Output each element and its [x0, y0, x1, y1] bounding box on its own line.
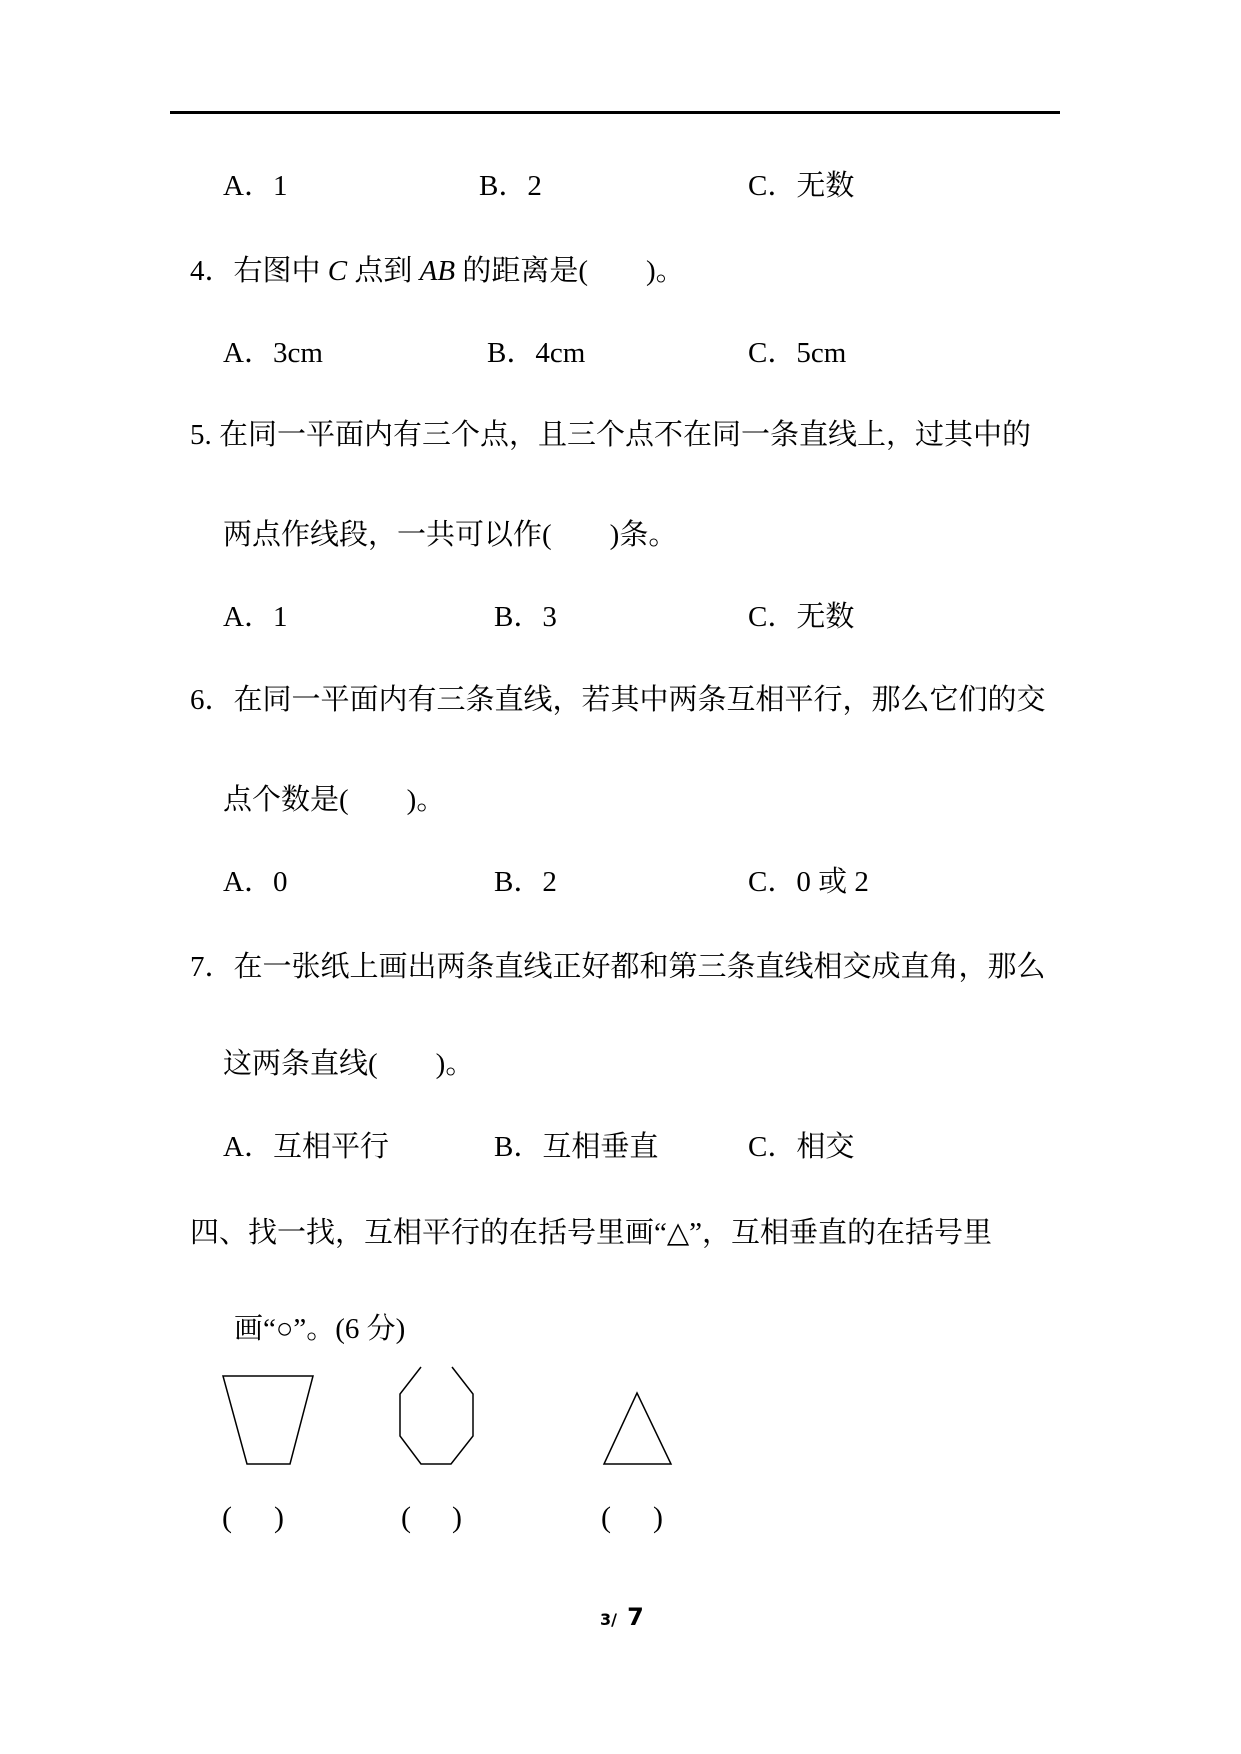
q5-line1: 5. 在同一平面内有三个点，且三个点不在同一条直线上，过其中的 [190, 419, 1032, 451]
q4-mid: 点到 [347, 255, 420, 287]
q4-prefix: 4．右图中 [190, 255, 328, 287]
page-total: 7 [627, 1603, 644, 1631]
q7-line2: 这两条直线( )。 [223, 1048, 475, 1080]
q4-option-c: C．5cm [748, 337, 847, 369]
answer-paren-3-open: ( [601, 1501, 611, 1534]
q4-point-c: C [327, 255, 348, 287]
q5-option-c: C．无数 [748, 601, 855, 633]
octagon-shape [400, 1367, 473, 1464]
q4-suffix: 的距离是( )。 [455, 255, 685, 287]
q7-option-c: C．相交 [748, 1131, 855, 1163]
page-current: 3/ [600, 1610, 617, 1629]
q3-option-b: B．2 [479, 170, 542, 202]
answer-paren-2-open: ( [401, 1501, 411, 1534]
trapezoid-shape [223, 1376, 313, 1464]
q4-option-a: A．3cm [223, 337, 323, 369]
q5-option-a: A．1 [223, 601, 288, 633]
q7-option-a: A．互相平行 [223, 1131, 389, 1163]
answer-paren-2-close: ) [452, 1501, 462, 1534]
section4-line2: 画“○”。(6 分) [234, 1313, 406, 1345]
answer-paren-1-open: ( [222, 1501, 232, 1534]
q7-option-b: B．互相垂直 [494, 1131, 659, 1163]
q4-line-ab: AB [419, 255, 456, 287]
q6-option-b: B．2 [494, 866, 557, 898]
q6-option-a: A．0 [223, 866, 288, 898]
page-number [600, 1598, 644, 1632]
q5-line2: 两点作线段，一共可以作( )条。 [223, 519, 678, 551]
answer-paren-3-close: ) [653, 1501, 663, 1534]
section4-line1: 四、找一找，互相平行的在括号里画“△”，互相垂直的在括号里 [190, 1217, 993, 1249]
q5-option-b: B．3 [494, 601, 557, 633]
q7-line1: 7．在一张纸上画出两条直线正好都和第三条直线相交成直角，那么 [190, 951, 1046, 983]
q6-option-c: C．0 或 2 [748, 866, 869, 898]
triangle-shape [604, 1393, 671, 1464]
q4-option-b: B．4cm [487, 337, 586, 369]
answer-paren-1-close: ) [274, 1501, 284, 1534]
q3-option-c: C．无数 [748, 170, 855, 202]
q6-line2: 点个数是( )。 [223, 784, 446, 816]
q3-option-a: A．1 [223, 170, 288, 202]
q6-line1: 6．在同一平面内有三条直线，若其中两条互相平行，那么它们的交 [190, 684, 1046, 716]
